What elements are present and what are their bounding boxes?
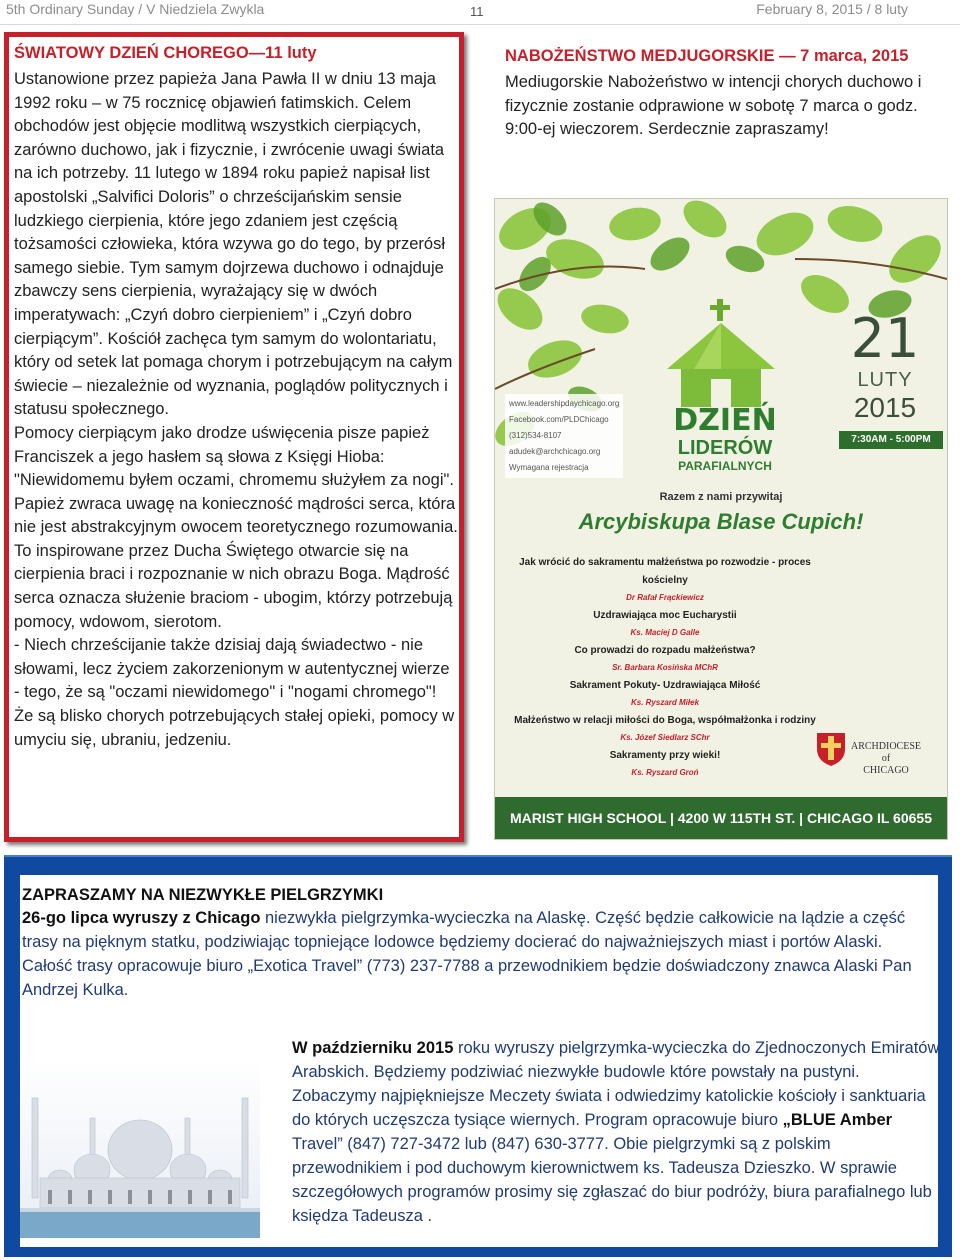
header-left: 5th Ordinary Sunday / V Niedziela Zwykla: [6, 1, 265, 17]
october-agency: „BLUE Amber: [782, 1111, 893, 1129]
contact-email: adudek@archchicago.org: [509, 447, 601, 456]
contact-website: www.leadershipdaychicago.org: [509, 399, 620, 408]
talk-speaker: Ks. Ryszard Groń: [631, 768, 699, 777]
talk-speaker: Ks. Ryszard Miłek: [630, 698, 700, 707]
church-icon: [659, 299, 783, 409]
archdiocese-line-3: CHICAGO: [863, 765, 909, 776]
sick-day-title: ŚWIATOWY DZIEŃ CHOREGO—11 luty: [14, 44, 317, 62]
sick-day-paragraph: Pomocy cierpiącym jako drodze uświęcenia pisze papież Franciszek a jego hasłem są słowa z Księgi Hioba: "Niewidomemu byłem oczami, chromemu służyłem za nogi". Papież zwraca uwagę na konieczność mądrości serca, która nie jest abstrakcyjnym owocem teoretycznego rozumowania. To inspirowane przez Ducha Świętego otwarcie się na cierpienia braci i rozpoznanie w nich obrazu Boga. Mądrość serca oznacza służenie braciom - ubogim, którzy potrzebują pomocy, wdowom, sierotom.: [14, 423, 458, 631]
talk-title: Sakramenty przy wieki!: [609, 749, 721, 761]
sick-day-paragraph: - Niech chrześcijanie także dzisiaj dają świadectwo - nie słowami, lecz życiem zakorzenionym w autentycznej wierze - tego, że są "oczami niewidomego" i "nogami chromego"! Że są blisko chorych potrzebujących stałej opieki, pomocy w umyciu się, ubraniu, jedzeniu.: [14, 636, 455, 749]
talk-title: Co prowadzi do rozpadu małżeństwa?: [574, 644, 756, 656]
talk-title: Małżeństwo w relacji miłości do Boga, współmałżonka i rodziny: [514, 714, 816, 726]
talk-speaker: Dr Rafał Frąckiewicz: [626, 593, 704, 602]
talk-title: Sakrament Pokuty- Uzdrawiająca Miłość: [569, 679, 761, 691]
event-line-3: PARAFIALNYCH: [678, 459, 772, 473]
event-line-2: LIDERÓW: [677, 437, 773, 459]
alaska-lead: 26-go lipca wyruszy z Chicago: [22, 909, 261, 927]
october-text-1: roku wyruszy pielgrzymka-wycieczka do Zjednoczonych Emiratów Arabskich. Będziemy podziwiać niezwykłe budowle które powstały na pustyni. Zobaczymy najpiękniejsze Meczety świata i odwiedzimy katolickie kościoły i sanktuaria do których uczęszcza tysiące wiernych. Program opracowuje biuro: [292, 1039, 940, 1129]
talk-speaker: Ks. Józef Siedlarz SChr: [620, 733, 710, 742]
sick-day-body: [14, 68, 459, 752]
event-time: 7:30AM - 5:00PM: [839, 431, 943, 449]
venue-footer: MARIST HIGH SCHOOL | 4200 W 115TH ST. | CHICAGO IL 60655: [495, 797, 947, 839]
header-right: February 8, 2015 / 8 luty: [756, 1, 908, 17]
medjugorje-body: Mediugorskie Nabożeństwo w intencji chorych duchowo i fizycznie zostanie odprawione w sobotę 7 marca o godz. 9:00-ej wieczorem. Serdecznie zapraszamy!: [505, 73, 922, 139]
event-line-1: DZIEŃ: [673, 403, 777, 438]
contact-list: [505, 394, 623, 478]
mosque-image: [20, 1058, 260, 1238]
contact-registration: Wymagana rejestracja: [509, 463, 589, 472]
event-day: 21: [850, 307, 920, 370]
leaders-day-poster: [494, 198, 948, 840]
october-text-2: Travel” (847) 727-3472 lub (847) 630-3777. Obie pielgrzymki są z polskim przewodnikiem i pod duchowym kierownictwem ks. Tadeusza Dzieszko. W sprawie szczegółowych programów prosimy się zgłaszać do biur podróży, biura parafialnego lub księdza Tadeusza .: [292, 1135, 932, 1225]
event-date: [835, 309, 935, 424]
october-paragraph: [292, 1036, 942, 1228]
header-divider: [0, 24, 960, 25]
sick-day-paragraph: Ustanowione przez papieża Jana Pawła II w dniu 13 maja 1992 roku – w 75 rocznicę objawień fatimskich. Celem obchodów jest objęcie modlitwą wszystkich cierpiących, zarówno duchowo, jak i fizycznie, i zwrócenie uwagi świata na ich potrzeby. 11 lutego w 1894 roku papież napisał list apostolski „Salvifici Doloris” o chrześcijańskim sensie ludzkiego cierpienia, które jego zdaniem jest częścią tożsamości człowieka, która wzywa go do tego, by przerósł samego siebie. Tym samym dojrzewa duchowo i odnajduje zbawczy sens cierpienia, wyrażający się w dwóch imperatywach: „Czyń dobro cierpieniem” i „Czyń dobro cierpiącym”. Kościół zachęca tym samym do wolontariatu, który od setek lat pomaga chorym i potrzebującym na całym świecie – niezależnie od wyznania, poglądów politycznych i statusu społecznego.: [14, 70, 453, 419]
alaska-text: niezwykła pielgrzymka-wycieczka na Alaskę. Część będzie całkowicie na lądzie a część trasy na pięknym statku, podziwiając topniejące lodowce będziemy docierać do najważniejszych miast i portów Alaski. Całość trasy opracowuje biuro „Exotica Travel” (773) 237-7788 a przewodnikiem będzie doświadczony znawca Alaski Pan Andrzej Kulka.: [22, 909, 912, 999]
talk-schedule: [505, 554, 825, 782]
contact-facebook: Facebook.com/PLDChicago: [509, 415, 609, 424]
archdiocese-name: [851, 741, 921, 777]
medjugorje-title: NABOŻEŃSTWO MEDJUGORSKIE — 7 marca, 2015: [505, 47, 909, 65]
event-year: 2015: [853, 392, 917, 423]
archdiocese-line-1: ARCHDIOCESE: [851, 741, 922, 752]
archbishop-headline: Arcybiskupa Blase Cupich!: [578, 509, 864, 534]
page-header: [0, 0, 960, 22]
alaska-paragraph: [22, 906, 922, 1002]
archdiocese-seal-icon: [813, 727, 849, 767]
talk-title: Jak wrócić do sakramentu małżeństwa po rozwodzie - proces kościelny: [519, 557, 811, 586]
page-number: 11: [470, 4, 484, 19]
pilgrimage-title: ZAPRASZAMY NA NIEZWYKŁE PIELGRZYMKI: [22, 886, 384, 904]
talk-speaker: Sr. Barbara Kosińska MChR: [612, 663, 718, 672]
event-month: LUTY: [857, 369, 913, 391]
archdiocese-line-2: of: [881, 753, 891, 764]
invite-line: Razem z nami przywitaj: [659, 491, 783, 503]
contact-phone: (312)534-8107: [509, 431, 562, 440]
october-lead: W październiku 2015: [292, 1039, 454, 1057]
event-logo: [655, 405, 795, 473]
talk-speaker: Ks. Maciej D Galle: [630, 628, 700, 637]
talk-title: Uzdrawiająca moc Eucharystii: [593, 609, 737, 621]
